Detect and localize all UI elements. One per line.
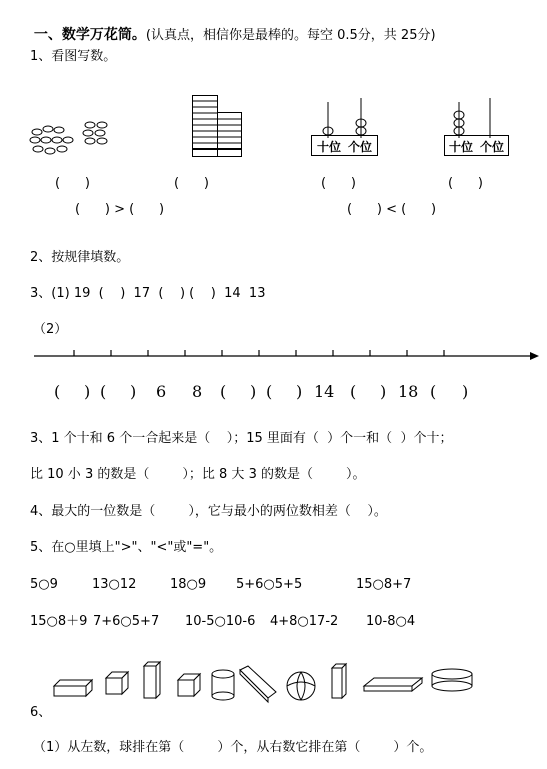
- q5-r2-5[interactable]: 10-8○4: [366, 614, 416, 629]
- q1-blank-2[interactable]: ( ): [174, 176, 209, 191]
- section-title: [25, 14, 436, 42]
- nl-item-4: ): [130, 382, 137, 401]
- abacus-right-tens-label: 十位: [449, 140, 474, 154]
- q6-sub1[interactable]: （1）从左数，球排在第（ ）个，从右数它排在第（ ）个。: [33, 740, 433, 755]
- nl-item-9: (: [266, 382, 273, 401]
- q5-r2-2[interactable]: 7+6○5+7: [93, 614, 160, 629]
- q1-compare-gt[interactable]: ( ) > ( ): [75, 202, 165, 217]
- q1-compare-lt[interactable]: ( ) < ( ): [347, 202, 437, 217]
- q1-label: 1、看图写数。: [30, 49, 117, 64]
- q5-r1-1[interactable]: 5○9: [30, 577, 58, 592]
- q6-shapes: [52, 660, 482, 708]
- abacus-left-ones-label: 个位: [348, 140, 373, 154]
- nl-item-11: 14: [314, 382, 335, 401]
- nl-item-10: ): [296, 382, 303, 401]
- q5-r1-2[interactable]: 13○12: [92, 577, 137, 592]
- nl-item-7: (: [220, 382, 227, 401]
- nl-item-5: 6: [156, 382, 167, 401]
- q2-label: 2、按规律填数。: [30, 250, 130, 265]
- nl-item-8: ): [250, 382, 257, 401]
- q5-r1-3[interactable]: 18○9: [170, 577, 207, 592]
- nl-item-3: (: [100, 382, 107, 401]
- nl-item-15: (: [430, 382, 437, 401]
- q3c-line1[interactable]: 3、1 个十和 6 个一合起来是（ ）；15 里面有（ ）个一和（ ）个十；: [30, 431, 453, 446]
- q5-r2-3[interactable]: 10-5○10-6: [185, 614, 256, 629]
- q3c-line2[interactable]: 比 10 小 3 的数是（ ）；比 8 大 3 的数是（ ）。: [30, 467, 366, 482]
- abacus-right-ones-label: 个位: [480, 140, 505, 154]
- abacus-left-tens-label: 十位: [317, 140, 342, 154]
- q1-blank-3[interactable]: ( ): [321, 176, 356, 191]
- nl-item-12: (: [350, 382, 357, 401]
- beads-picture: [30, 118, 120, 163]
- q3b-label: （2）: [33, 322, 68, 337]
- number-line: [34, 345, 539, 365]
- q5-r1-5[interactable]: 15○8+7: [356, 577, 412, 592]
- q5-r1-4[interactable]: 5+6○5+5: [236, 577, 303, 592]
- q5-r2-4[interactable]: 4+8○17-2: [270, 614, 339, 629]
- q1-blank-1[interactable]: ( ): [55, 176, 90, 191]
- nl-item-13: ): [380, 382, 387, 401]
- q3a-line[interactable]: 3、(1) 19 ( ) 17 ( ) ( ) 14 13: [30, 286, 266, 301]
- q6-label: 6、: [30, 705, 52, 720]
- nl-item-2: ): [84, 382, 91, 401]
- q5-r2-1[interactable]: 15○8＋9: [30, 614, 88, 629]
- q5-label: 5、在○里填上">"、"<"或"="。: [30, 540, 223, 555]
- section-title-bold: 一、数学万花筒。: [33, 27, 146, 43]
- nl-item-16: ): [462, 382, 469, 401]
- q4-line[interactable]: 4、最大的一位数是（ ），它与最小的两位数相差（ ）。: [30, 504, 387, 519]
- blocks-picture: [192, 95, 244, 157]
- nl-item-1: (: [54, 382, 61, 401]
- nl-item-14: 18: [398, 382, 419, 401]
- section-title-note: (认真点，相信你是最棒的。每空 0.5分，共 25分): [145, 28, 436, 43]
- nl-item-6: 8: [192, 382, 203, 401]
- q1-blank-4[interactable]: ( ): [448, 176, 483, 191]
